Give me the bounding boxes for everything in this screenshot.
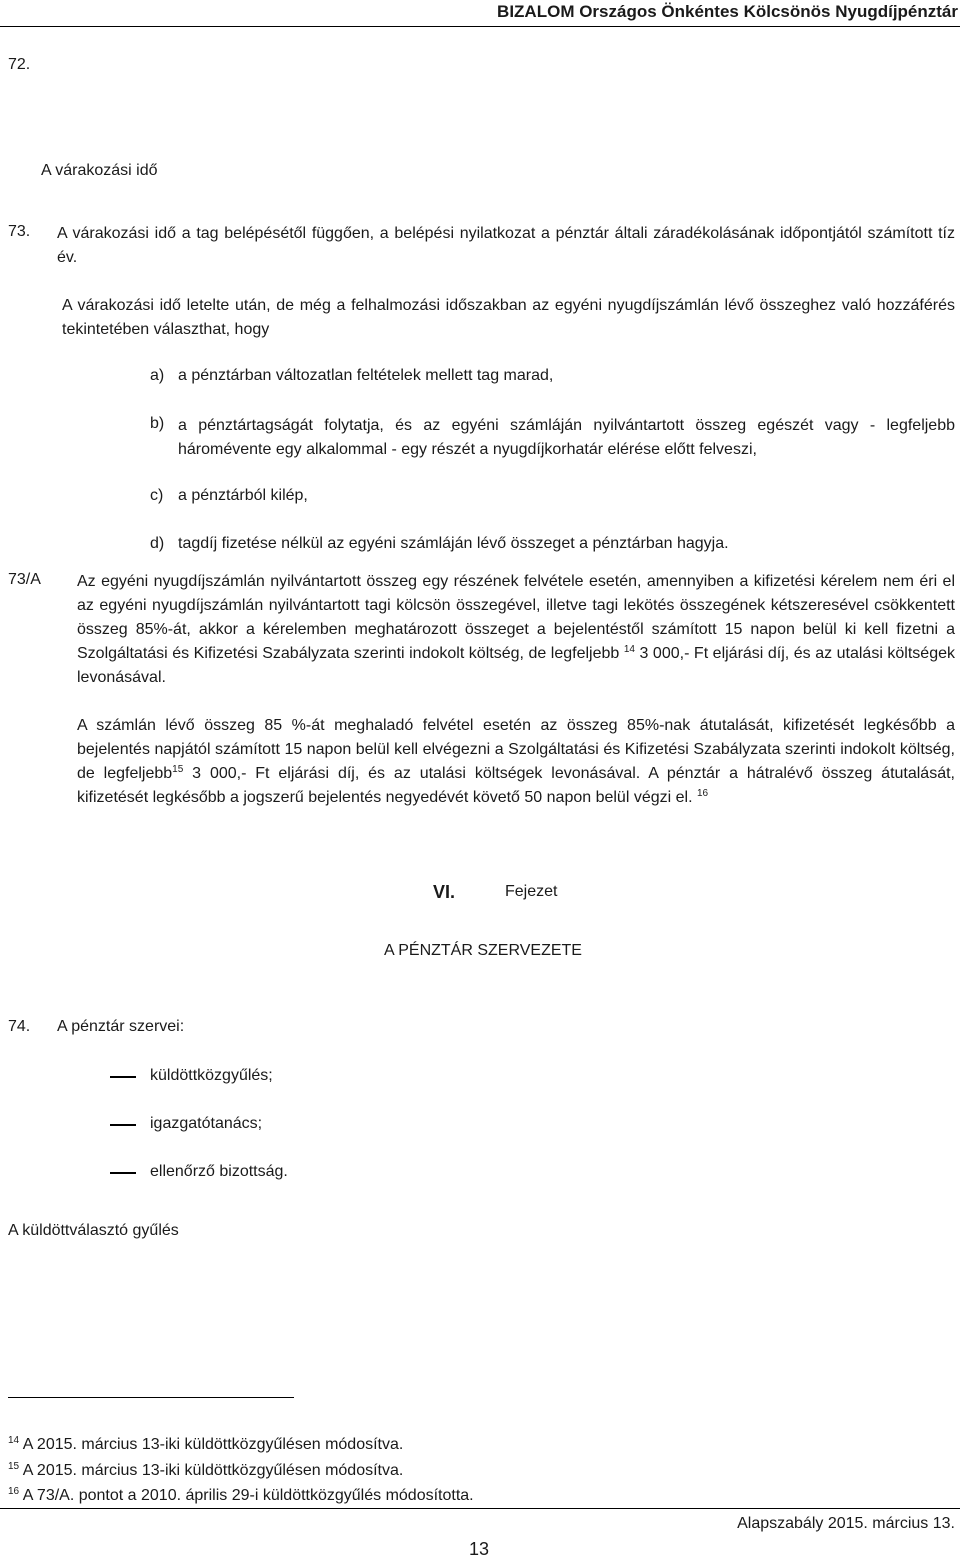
option-a-text: a pénztárban változatlan feltételek mellett tag marad, bbox=[178, 367, 554, 384]
paragraph-73-number: 73. bbox=[8, 223, 31, 240]
organ-item: igazgatótanács; bbox=[150, 1115, 263, 1132]
heading-delegate-meeting: A küldöttválasztó gyűlés bbox=[8, 1222, 179, 1239]
paragraph-73a-second bbox=[77, 714, 955, 810]
footnote-number: 15 bbox=[8, 1461, 20, 1472]
paragraph-73a-text bbox=[77, 570, 955, 690]
paragraph-74-number: 74. bbox=[8, 1018, 31, 1035]
footnote-ref-16[interactable]: 16 bbox=[696, 788, 709, 799]
option-b-text: a pénztártagságát folytatja, és az egyéni számláján nyilvántartott összeg egészét vagy - legfeljebb háromévente egy alkalommal - egy részét a nyugdíjkorhatár elérése előtt felveszi, bbox=[178, 417, 955, 458]
paragraph-73-text bbox=[57, 222, 955, 270]
paragraph-73-body: A várakozási idő a tag belépésétől függően, a belépési nyilatkozat a pénztár általi záradékolásának időpontjától számított tíz év. bbox=[57, 225, 955, 266]
option-b-label: b) bbox=[150, 415, 165, 432]
dash-bullet-icon bbox=[110, 1172, 136, 1174]
footnote-ref-15[interactable]: 15 bbox=[172, 764, 184, 775]
dash-bullet-icon bbox=[110, 1124, 136, 1126]
footnote-separator bbox=[8, 1397, 294, 1398]
paragraph-73a-body: Az egyéni nyugdíjszámlán nyilvántartott összeg egy részének felvétele esetén, amennyiben a kifizetési kérelem nem éri el az egyéni nyugdíjszámlán nyilvántartott tagi kölcsön összegével, illetve tagi lekötés összegének kétszeresével csökkentett összeg 85%-át, akkor a kérelemben meghatározott összeget a bejelentéstől számított 15 napon belül ki kell fizetni a Szolgáltatási és Kifizetési Szabályzata szerinti indokolt költség, de legfeljebb bbox=[77, 573, 955, 662]
paragraph-74-text: A pénztár szervei: bbox=[57, 1018, 185, 1035]
footnote-text: A 73/A. pontot a 2010. április 29-i küldöttközgyűlés módosította. bbox=[22, 1487, 474, 1504]
paragraph-73a-second-body: A számlán lévő összeg 85 %-át meghaladó felvétel esetén az összeg 85%-nak átutalását, kifizetését legkésőbb a bejelentés napjától számított 15 napon belül kell elvégezni a Szolgáltatási és Kifizetési Szabályzata szerinti indokolt költség, de legfeljebb bbox=[77, 717, 955, 782]
organ-item: küldöttközgyűlés; bbox=[150, 1067, 273, 1084]
footnote-ref-14[interactable]: 14 bbox=[623, 644, 635, 655]
footnote-text: A 2015. március 13-iki küldöttközgyűlésen módosítva. bbox=[22, 1436, 404, 1453]
option-d-text: tagdíj fizetése nélkül az egyéni számláján lévő összeget a pénztárban hagyja. bbox=[178, 535, 729, 552]
paragraph-73a-body-end: 3 000,- Ft eljárási díj, és az utalási költségek levonásával. bbox=[77, 645, 955, 686]
paragraph-73a-second-body-end: 3 000,- Ft eljárási díj, és az utalási költségek levonásával. A pénztár a hátralévő összeg átutalását, kifizetését legkésőbb a jogszerű bejelentés negyedévét követő 50 napon belül végzi el. bbox=[77, 765, 955, 806]
footnote-number: 14 bbox=[8, 1435, 20, 1446]
footnote-number: 16 bbox=[8, 1486, 20, 1497]
page-number: 13 bbox=[469, 1539, 490, 1559]
option-a-label: a) bbox=[150, 367, 165, 384]
document-header-title: BIZALOM Országos Önkéntes Kölcsönös Nyugdíjpénztár bbox=[497, 2, 958, 21]
footnote-text: A 2015. március 13-iki küldöttközgyűlésen módosítva. bbox=[22, 1462, 404, 1479]
chapter-title: A PÉNZTÁR SZERVEZETE bbox=[384, 942, 582, 959]
section-number: 72. bbox=[8, 56, 31, 73]
header-divider bbox=[0, 26, 960, 27]
dash-bullet-icon bbox=[110, 1076, 136, 1078]
footer-divider bbox=[0, 1508, 960, 1509]
heading-waiting-period: A várakozási idő bbox=[41, 162, 158, 179]
organ-item: ellenőrző bizottság. bbox=[150, 1163, 288, 1180]
footnote bbox=[8, 1436, 403, 1454]
option-d-label: d) bbox=[150, 535, 165, 552]
paragraph-73a-number: 73/A bbox=[8, 571, 41, 588]
footer-document-date: Alapszabály 2015. március 13. bbox=[737, 1515, 955, 1532]
option-c-label: c) bbox=[150, 487, 164, 504]
paragraph-73-continuation: A várakozási idő letelte után, de még a felhalmozási időszakban az egyéni nyugdíjszámlán lévő összeghez való hozzáférés tekintetében választhat, hogy bbox=[62, 297, 955, 338]
footnote bbox=[8, 1462, 403, 1480]
footnote bbox=[8, 1487, 474, 1505]
option-c-text: a pénztárból kilép, bbox=[178, 487, 308, 504]
chapter-word: Fejezet bbox=[505, 883, 558, 900]
chapter-number: VI. bbox=[433, 882, 456, 902]
